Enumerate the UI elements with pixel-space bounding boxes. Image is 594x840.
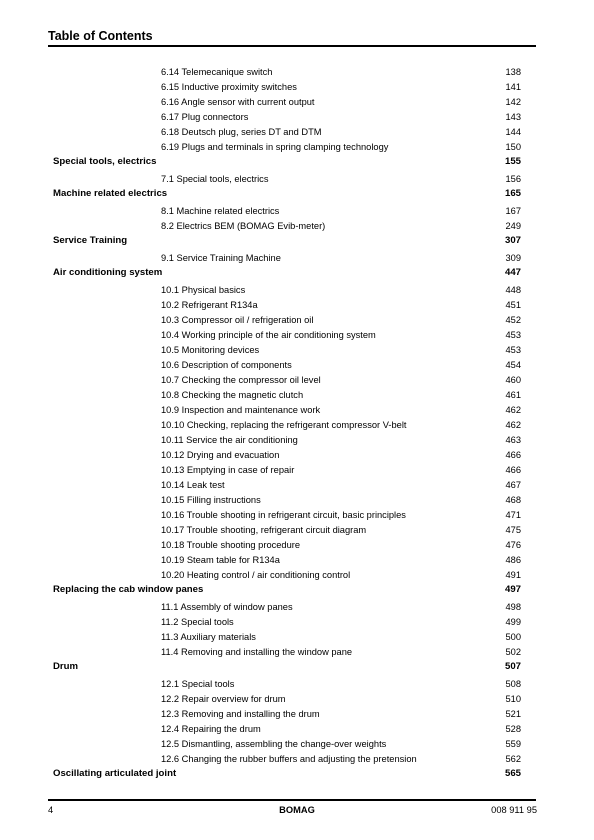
toc-entry-page: 508 [505, 679, 521, 689]
toc-entry-title: 10.17 Trouble shooting, refrigerant circuit diagram [161, 525, 367, 535]
toc-entry-title: 12.2 Repair overview for drum [161, 694, 286, 704]
toc-entry-page: 466 [505, 450, 521, 460]
toc-entry-title: 12.1 Special tools [161, 679, 235, 689]
toc-section-entry[interactable] [0, 359, 594, 372]
toc-section-entry[interactable] [0, 374, 594, 387]
toc-section-entry[interactable] [0, 738, 594, 751]
toc-entry-page: 451 [505, 300, 521, 310]
header-rule [48, 45, 536, 47]
toc-chapter-entry[interactable] [0, 234, 594, 247]
toc-section-entry[interactable] [0, 464, 594, 477]
toc-entry-page: 143 [505, 112, 521, 122]
toc-entry-title: 6.17 Plug connectors [161, 112, 249, 122]
toc-entry-page: 447 [504, 267, 521, 278]
toc-section-entry[interactable] [0, 494, 594, 507]
toc-entry-page: 499 [505, 617, 521, 627]
toc-chapter-entry[interactable] [0, 583, 594, 596]
toc-entry-title: 6.15 Inductive proximity switches [161, 82, 297, 92]
toc-entry-page: 468 [505, 495, 521, 505]
toc-entry-title: 10.15 Filling instructions [161, 495, 261, 505]
toc-entry-page: 142 [505, 97, 521, 107]
toc-entry-page: 559 [505, 739, 521, 749]
toc-section-entry[interactable] [0, 173, 594, 186]
toc-chapter-entry[interactable] [0, 767, 594, 780]
toc-entry-page: 466 [505, 465, 521, 475]
toc-entry-title: 11.2 Special tools [161, 617, 234, 627]
toc-entry-page: 497 [504, 584, 521, 595]
toc-chapter-entry[interactable] [0, 660, 594, 673]
toc-entry-page: 510 [505, 694, 521, 704]
toc-entry-page: 453 [505, 330, 521, 340]
toc-section-entry[interactable] [0, 539, 594, 552]
toc-entry-page: 307 [504, 235, 521, 246]
toc-entry-page: 462 [505, 420, 521, 430]
toc-entry-page: 141 [505, 82, 521, 92]
toc-entry-page: 565 [504, 768, 521, 779]
toc-entry-title: 7.1 Special tools, electrics [161, 174, 269, 184]
toc-entry-page: 448 [505, 285, 521, 295]
toc-entry-page: 155 [504, 156, 521, 167]
toc-entry-title: 11.3 Auxiliary materials [161, 632, 256, 642]
toc-entry-page: 467 [505, 480, 521, 490]
toc-entry-title: 10.5 Monitoring devices [161, 345, 260, 355]
footer-doc-number: 008 911 95 [491, 805, 537, 815]
toc-section-entry[interactable] [0, 449, 594, 462]
toc-entry-title: 10.19 Steam table for R134a [161, 555, 280, 565]
toc-entry-page: 138 [505, 67, 521, 77]
toc-entry-page: 498 [505, 602, 521, 612]
toc-section-entry[interactable] [0, 111, 594, 124]
toc-entry-page: 471 [505, 510, 521, 520]
toc-section-entry[interactable] [0, 81, 594, 94]
toc-entry-page: 167 [505, 206, 521, 216]
toc-entry-page: 452 [505, 315, 521, 325]
toc-entry-title: 6.18 Deutsch plug, series DT and DTM [161, 127, 322, 137]
toc-section-entry[interactable] [0, 284, 594, 297]
toc-entry-title: 10.9 Inspection and maintenance work [161, 405, 321, 415]
toc-entry-page: 460 [505, 375, 521, 385]
toc-section-entry[interactable] [0, 329, 594, 342]
toc-entry-title: Oscillating articulated joint [53, 768, 177, 779]
toc-entry-page: 249 [505, 221, 521, 231]
toc-section-entry[interactable] [0, 66, 594, 79]
toc-section-entry[interactable] [0, 434, 594, 447]
toc-entry-page: 500 [505, 632, 521, 642]
toc-entry-title: Drum [53, 661, 79, 672]
toc-section-entry[interactable] [0, 631, 594, 644]
toc-entry-title: 12.4 Repairing the drum [161, 724, 261, 734]
toc-entry-page: 528 [505, 724, 521, 734]
toc-entry-title: 8.1 Machine related electrics [161, 206, 280, 216]
toc-section-entry[interactable] [0, 344, 594, 357]
toc-entry-title: Machine related electrics [53, 188, 168, 199]
footer-rule [48, 799, 536, 801]
toc-section-entry[interactable] [0, 693, 594, 706]
toc-section-entry[interactable] [0, 419, 594, 432]
toc-section-entry[interactable] [0, 252, 594, 265]
toc-section-entry[interactable] [0, 126, 594, 139]
toc-entry-title: 10.12 Drying and evacuation [161, 450, 280, 460]
toc-section-entry[interactable] [0, 708, 594, 721]
toc-entry-title: 12.6 Changing the rubber buffers and adjusting the pretension [161, 754, 417, 764]
toc-section-entry[interactable] [0, 569, 594, 582]
toc-entry-title: 10.6 Description of components [161, 360, 292, 370]
toc-entry-title: 6.19 Plugs and terminals in spring clamping technology [161, 142, 389, 152]
toc-entry-title: 6.16 Angle sensor with current output [161, 97, 315, 107]
toc-entry-page: 150 [505, 142, 521, 152]
toc-section-entry[interactable] [0, 554, 594, 567]
toc-section-entry[interactable] [0, 96, 594, 109]
toc-section-entry[interactable] [0, 220, 594, 233]
toc-entry-page: 491 [505, 570, 521, 580]
toc-section-entry[interactable] [0, 141, 594, 154]
toc-section-entry[interactable] [0, 299, 594, 312]
toc-entry-title: Replacing the cab window panes [53, 584, 204, 595]
toc-chapter-entry[interactable] [0, 187, 594, 200]
toc-section-entry[interactable] [0, 753, 594, 766]
toc-entry-title: 10.18 Trouble shooting procedure [161, 540, 301, 550]
toc-entry-page: 461 [505, 390, 521, 400]
toc-section-entry[interactable] [0, 479, 594, 492]
footer-brand: BOMAG [279, 805, 315, 815]
toc-entry-title: 10.1 Physical basics [161, 285, 246, 295]
toc-section-entry[interactable] [0, 646, 594, 659]
toc-section-entry[interactable] [0, 616, 594, 629]
toc-entry-title: Service Training [53, 235, 128, 246]
toc-entry-page: 156 [505, 174, 521, 184]
toc-section-entry[interactable] [0, 601, 594, 614]
toc-entry-title: 6.14 Telemecanique switch [161, 67, 273, 77]
page-title: Table of Contents [48, 29, 153, 43]
toc-entry-page: 463 [505, 435, 521, 445]
toc-entry-title: Air conditioning system [53, 267, 163, 278]
toc-entry-page: 507 [504, 661, 521, 672]
toc-section-entry[interactable] [0, 723, 594, 736]
toc-section-entry[interactable] [0, 509, 594, 522]
toc-entry-page: 454 [505, 360, 521, 370]
toc-entry-page: 165 [504, 188, 521, 199]
toc-entry-title: 10.10 Checking, replacing the refrigerant compressor V-belt [161, 420, 407, 430]
toc-section-entry[interactable] [0, 524, 594, 537]
toc-section-entry[interactable] [0, 404, 594, 417]
toc-entry-page: 502 [505, 647, 521, 657]
toc-entry-title: 12.3 Removing and installing the drum [161, 709, 320, 719]
toc-section-entry[interactable] [0, 314, 594, 327]
toc-chapter-entry[interactable] [0, 155, 594, 168]
toc-entry-title: 10.4 Working principle of the air conditioning system [161, 330, 376, 340]
toc-chapter-entry[interactable] [0, 266, 594, 279]
toc-entry-title: 10.16 Trouble shooting in refrigerant circuit, basic principles [161, 510, 406, 520]
footer-page-number: 4 [48, 805, 54, 815]
toc-section-entry[interactable] [0, 389, 594, 402]
toc-entry-page: 453 [505, 345, 521, 355]
toc-entry-title: 11.1 Assembly of window panes [161, 602, 293, 612]
toc-entry-page: 476 [505, 540, 521, 550]
toc-entry-page: 475 [505, 525, 521, 535]
toc-entry-title: 9.1 Service Training Machine [161, 253, 281, 263]
toc-entry-title: 10.8 Checking the magnetic clutch [161, 390, 304, 400]
toc-entry-page: 462 [505, 405, 521, 415]
toc-entry-title: 10.7 Checking the compressor oil level [161, 375, 321, 385]
toc-entry-title: Special tools, electrics [53, 156, 157, 167]
toc-entry-title: 10.14 Leak test [161, 480, 225, 490]
toc-entry-page: 486 [505, 555, 521, 565]
toc-entry-page: 309 [505, 253, 521, 263]
toc-entry-title: 10.2 Refrigerant R134a [161, 300, 258, 310]
toc-entry-title: 10.13 Emptying in case of repair [161, 465, 295, 475]
toc-section-entry[interactable] [0, 205, 594, 218]
toc-entry-title: 12.5 Dismantling, assembling the change-over weights [161, 739, 387, 749]
toc-entry-title: 10.3 Compressor oil / refrigeration oil [161, 315, 314, 325]
toc-entry-page: 144 [505, 127, 521, 137]
toc-entry-title: 8.2 Electrics BEM (BOMAG Evib-meter) [161, 221, 326, 231]
toc-entry-title: 10.11 Service the air conditioning [161, 435, 298, 445]
toc-entry-title: 10.20 Heating control / air conditioning control [161, 570, 351, 580]
toc-section-entry[interactable] [0, 678, 594, 691]
toc-entry-page: 521 [505, 709, 521, 719]
toc-entry-page: 562 [505, 754, 521, 764]
toc-entry-title: 11.4 Removing and installing the window pane [161, 647, 353, 657]
